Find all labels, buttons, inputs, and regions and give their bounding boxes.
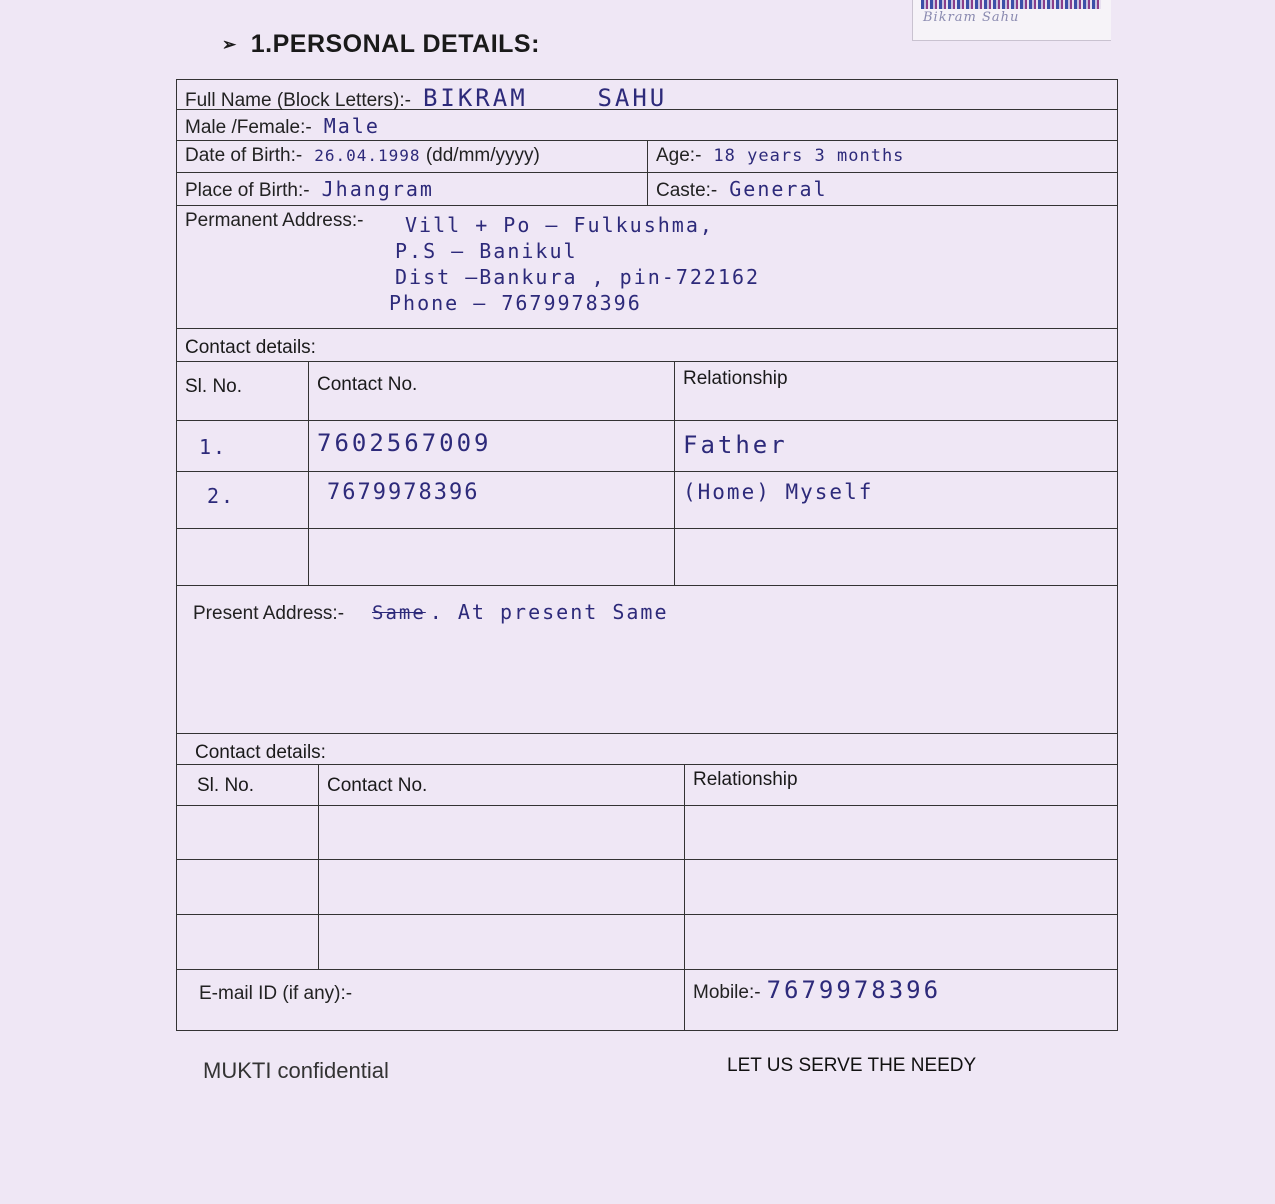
footer-motto: LET US SERVE THE NEEDY	[727, 1055, 977, 1076]
contact-row-relationship[interactable]: (Home) Myself	[674, 472, 1117, 528]
col-sl-no-2: Sl. No.	[197, 775, 255, 796]
contact2-row-relationship[interactable]	[684, 915, 1117, 969]
contact2-row-sl	[177, 806, 318, 859]
contact2-row-relationship[interactable]	[684, 860, 1117, 914]
col-relationship-2: Relationship	[684, 765, 1117, 805]
gender-value: Male	[323, 114, 380, 138]
contact-row-sl: 2.	[207, 484, 236, 508]
full-name-value: BIKRAM SAHU	[422, 84, 668, 112]
contact-row-number[interactable]: 7602567009	[308, 421, 674, 471]
contact2-row-relationship[interactable]	[684, 806, 1117, 859]
contact2-row-number[interactable]	[318, 806, 684, 859]
contact-details-title: Contact details:	[185, 337, 316, 358]
mobile-field[interactable]	[684, 970, 1117, 1030]
contact-row-number[interactable]	[308, 529, 674, 585]
contact-row-number[interactable]: 7679978396	[308, 472, 674, 528]
mobile-label: Mobile:-	[693, 982, 761, 1003]
col-contact-no: Contact No.	[308, 362, 674, 420]
pob-value: Jhangram	[321, 177, 434, 201]
col-contact-no-2: Contact No.	[318, 765, 684, 805]
perm-addr-line: P.S – Banikul	[395, 239, 578, 263]
contact-row-sl	[177, 529, 308, 585]
contact2-row-sl	[177, 860, 318, 914]
present-addr-struck: Same	[372, 602, 426, 624]
footer-confidential: MUKTI confidential	[203, 1058, 389, 1083]
age-label: Age:-	[656, 145, 702, 166]
caste-value: General	[729, 177, 828, 201]
photo-stamp	[912, 0, 1111, 41]
email-field[interactable]	[177, 970, 684, 1030]
full-name-field[interactable]	[177, 80, 1117, 112]
contact-row-relationship[interactable]: Father	[674, 421, 1117, 471]
full-name-label: Full Name (Block Letters):-	[185, 90, 411, 111]
contact2-row-sl	[177, 915, 318, 969]
section-title: 1.PERSONAL DETAILS:	[250, 30, 540, 58]
personal-details-form	[176, 79, 1118, 1031]
age-field[interactable]	[647, 141, 1117, 172]
dob-label: Date of Birth:-	[185, 145, 303, 166]
dob-field[interactable]	[177, 141, 647, 172]
dob-format: (dd/mm/yyyy)	[425, 145, 540, 166]
email-label: E-mail ID (if any):-	[199, 983, 353, 1004]
pob-label: Place of Birth:-	[185, 180, 310, 201]
contact2-row-number[interactable]	[318, 915, 684, 969]
permanent-address-field[interactable]	[177, 206, 1117, 328]
photo-edge	[921, 0, 1101, 9]
contact2-row-number[interactable]	[318, 860, 684, 914]
stamp-signature: Bikram Sahu	[923, 10, 1020, 25]
caste-field[interactable]	[647, 173, 1117, 205]
place-of-birth-field[interactable]	[177, 173, 647, 205]
bullet-arrow-icon: ➢	[222, 35, 237, 54]
contact-row-sl: 1.	[199, 435, 228, 459]
age-value: 18 years 3 months	[713, 146, 905, 166]
mobile-value: 7679978396	[766, 976, 942, 1004]
perm-addr-line: Dist –Bankura , pin-722162	[395, 265, 761, 289]
caste-label: Caste:-	[656, 180, 718, 201]
contact-row-relationship[interactable]	[674, 529, 1117, 585]
perm-addr-line: Vill + Po – Fulkushma,	[405, 213, 714, 237]
dob-value: 26.04.1998	[314, 146, 421, 165]
col-sl-no: Sl. No.	[185, 376, 243, 397]
gender-label: Male /Female:-	[185, 117, 312, 138]
section-heading	[222, 30, 540, 59]
gender-field[interactable]	[177, 110, 1117, 140]
contact-details-title-2: Contact details:	[195, 742, 326, 763]
perm-addr-label: Permanent Address:-	[185, 210, 364, 231]
present-address-field[interactable]	[177, 586, 1117, 733]
perm-addr-lines	[389, 212, 761, 316]
present-addr-label: Present Address:-	[193, 603, 345, 624]
present-addr-value: . At present Same	[429, 600, 669, 624]
perm-addr-line: Phone – 7679978396	[389, 291, 642, 315]
col-relationship: Relationship	[674, 362, 1117, 420]
